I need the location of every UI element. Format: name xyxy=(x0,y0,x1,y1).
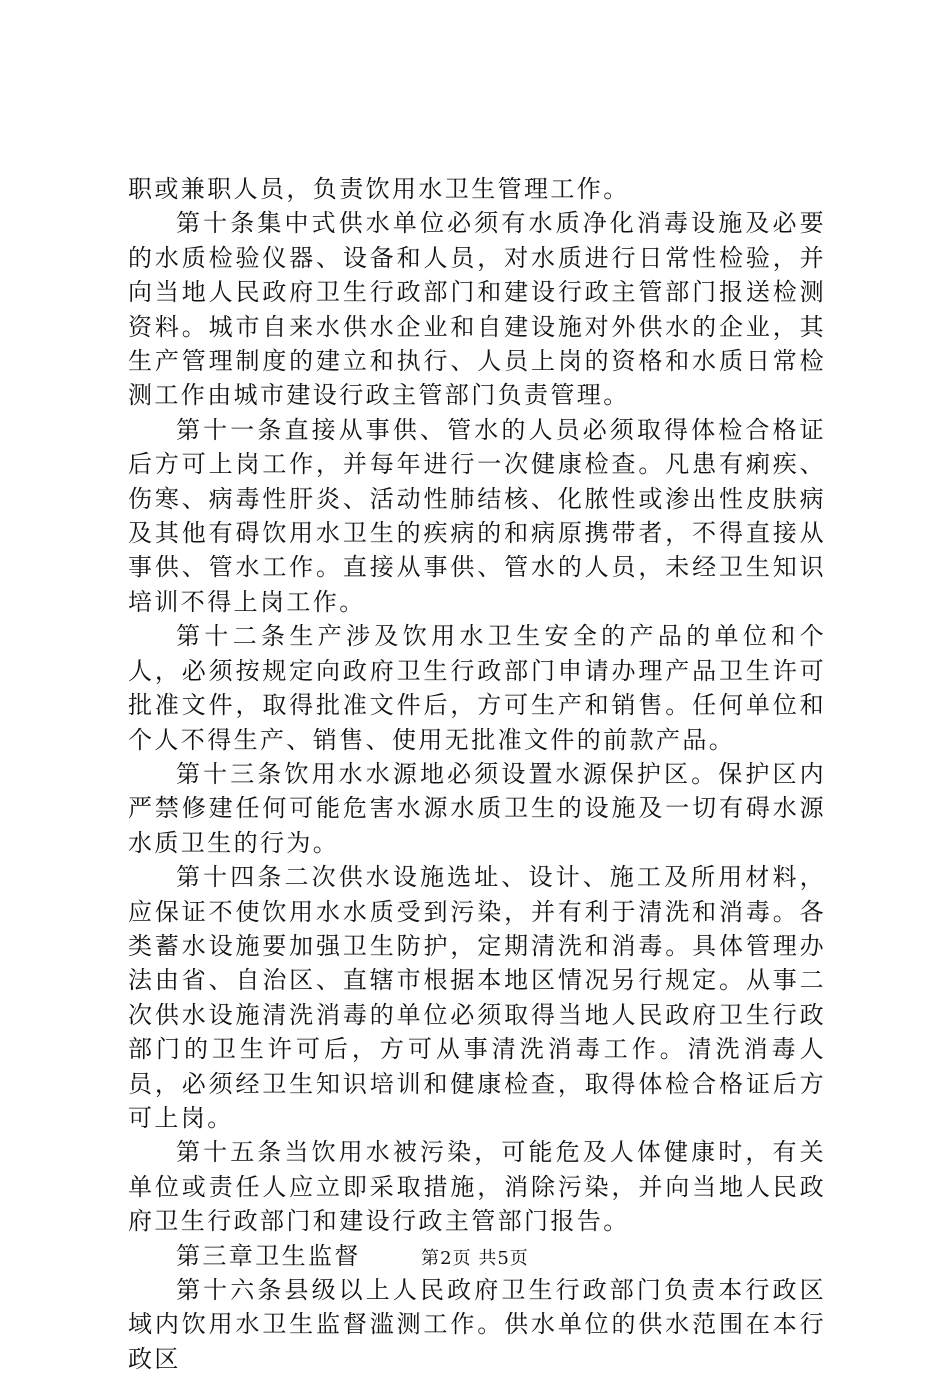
page-number-footer: 第2页 共5页 xyxy=(421,1248,529,1269)
paragraph-article-10: 第十条集中式供水单位必须有水质净化消毒设施及必要的水质检验仪器、设备和人员，对水质进行日常性检验，并向当地人民政府卫生行政部门和建设行政主管部门报送检测资料。城市自来水供水企业和自建设施对外供水的企业，其生产管理制度的建立和执行、人员上岗的资格和水质日常检测工作由城市建设行政主管部门负责管理。 xyxy=(128,209,826,410)
paragraph-article-16: 第十六条县级以上人民政府卫生行政部门负责本行政区域内饮用水卫生监督滥测工作。供水单位的供水范围在本行政区 xyxy=(128,1276,826,1373)
paragraph-article-12: 第十二条生产涉及饮用水卫生安全的产品的单位和个人，必须按规定向政府卫生行政部门申请办理产品卫生许可批准文件，取得批准文件后，方可生产和销售。任何单位和个人不得生产、销售、使用无批准文件的前款产品。 xyxy=(128,622,826,754)
document-body xyxy=(128,172,826,1376)
chapter-heading: 第三章卫生监督 xyxy=(176,1241,361,1270)
paragraph-article-15: 第十五条当饮用水被污染，可能危及人体健康时，有关单位或责任人应立即采取措施，消除污染，并向当地人民政府卫生行政部门和建设行政主管部门报告。 xyxy=(128,1138,826,1236)
paragraph-article-11: 第十一条直接从事供、管水的人员必须取得体检合格证后方可上岗工作，并每年进行一次健康检查。凡患有痢疾、伤寒、病毒性肝炎、活动性肺结核、化脓性或渗出性皮肤病及其他有碍饮用水卫生的疾病的和病原携带者，不得直接从事供、管水工作。直接从事供、管水的人员，未经卫生知识培训不得上岗工作。 xyxy=(128,415,826,616)
paragraph-article-13: 第十三条饮用水水源地必须设置水源保护区。保护区内严禁修建任何可能危害水源水质卫生的设施及一切有碍水源水质卫生的行为。 xyxy=(128,759,826,857)
paragraph-continuation: 职或兼职人员，负责饮用水卫生管理工作。 xyxy=(128,175,630,203)
paragraph-article-14: 第十四条二次供水设施选址、设计、施工及所用材料，应保证不使饮用水水质受到污染，并有利于清洗和消毒。各类蓄水设施要加强卫生防护，定期清洗和消毒。具体管理办法由省、自治区、直辖市根据本地区情况另行规定。从事二次供水设施清洗消毒的单位必须取得当地人民政府卫生行政部门的卫生许可后，方可从事清洗消毒工作。清洗消毒人员，必须经卫生知识培训和健康检查，取得体检合格证后方可上岗。 xyxy=(128,863,826,1132)
